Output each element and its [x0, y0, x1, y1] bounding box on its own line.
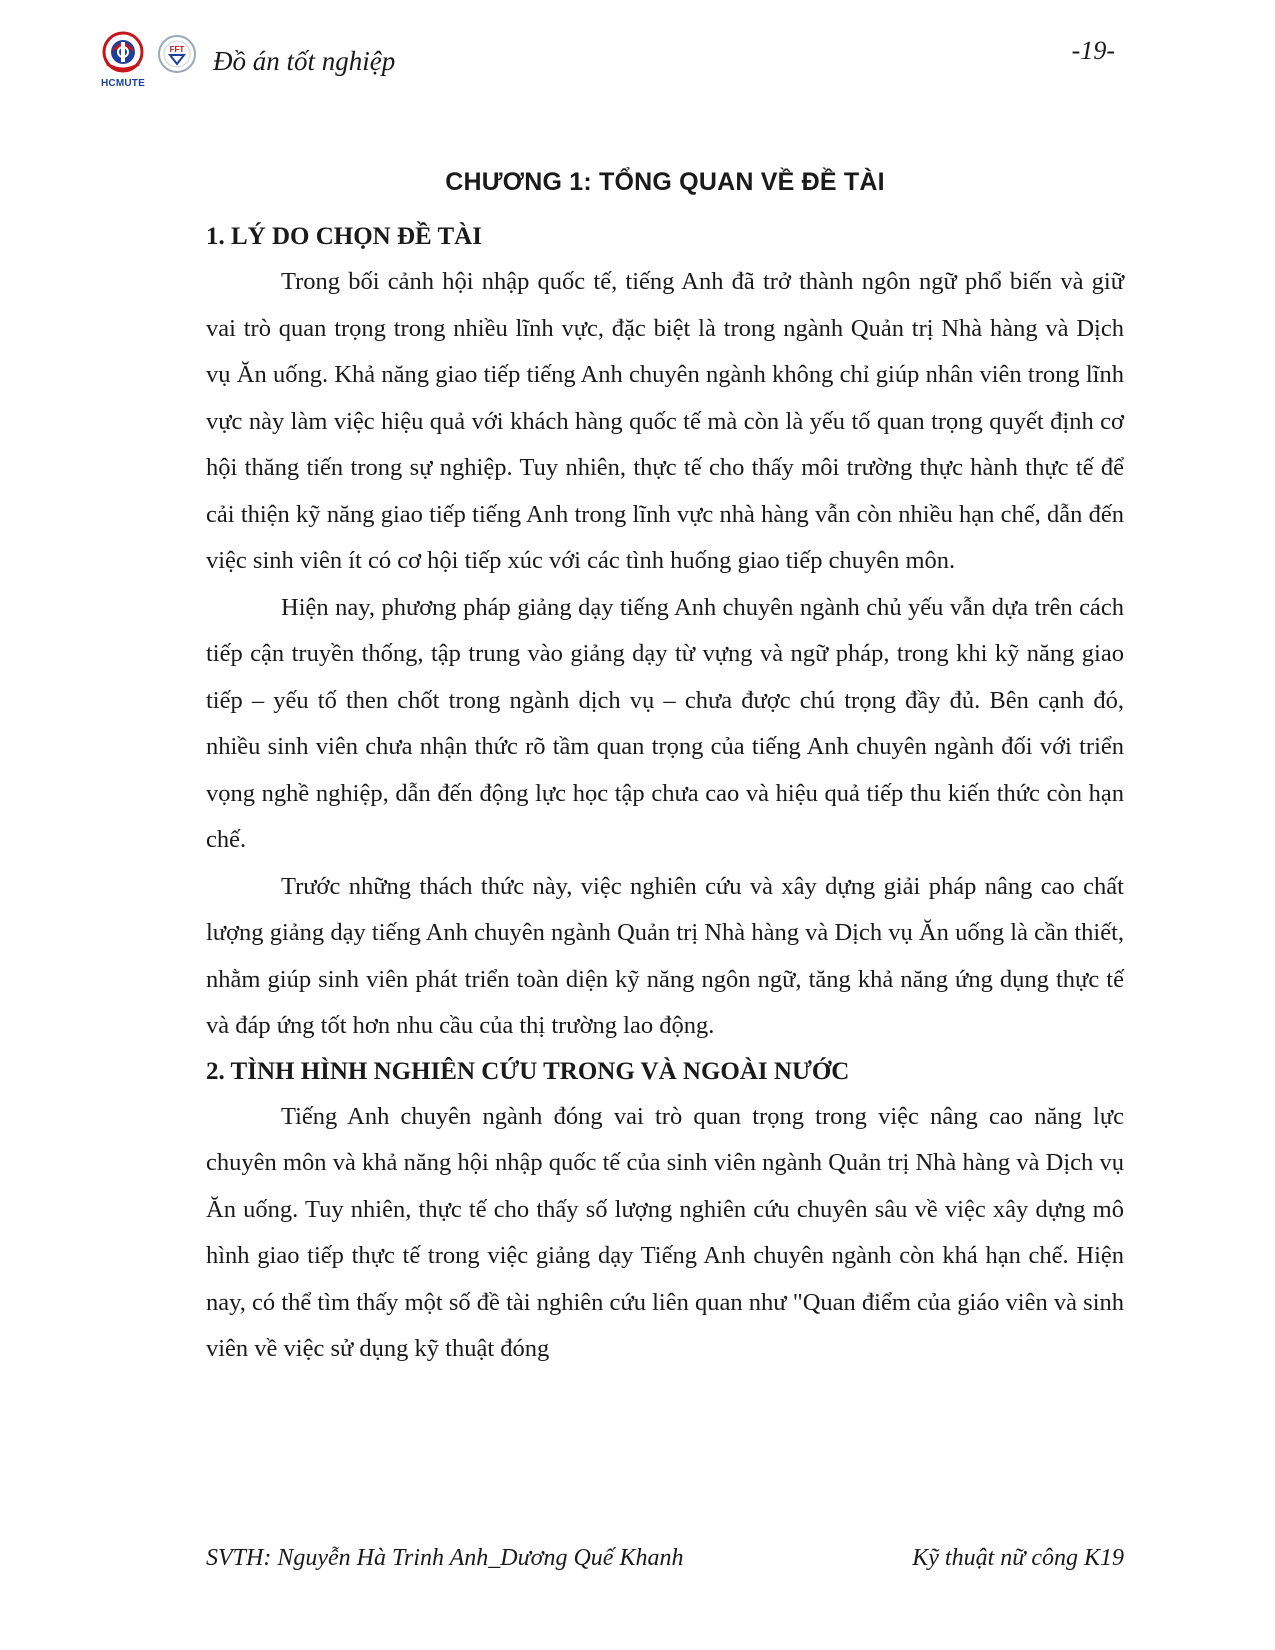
paragraph: Tiếng Anh chuyên ngành đóng vai trò quan trọng trong việc nâng cao năng lực chuyên môn và khả năng hội nhập quốc tế của sinh viên ngành Quản trị Nhà hàng và Dịch vụ Ăn uống. Tuy nhiên, thực tế cho thấy số lượng nghiên cứu chuyên sâu về việc xây dựng mô hình giao tiếp thực tế trong việc giảng dạy Tiếng Anh chuyên ngành còn khá hạn chế. Hiện nay, có thể tìm thấy một số đề tài nghiên cứu liên quan như "Quan điểm của giáo viên và sinh viên về việc sử dụng kỹ thuật đóng: [206, 1102, 1124, 1362]
footer-class: Kỹ thuật nữ công K19: [912, 1545, 1124, 1571]
chapter-title: CHƯƠNG 1: TỔNG QUAN VỀ ĐỀ TÀI: [445, 168, 885, 196]
section-heading-2: 2. TÌNH HÌNH NGHIÊN CỨU TRONG VÀ NGOÀI NƯỚC: [206, 1057, 850, 1085]
header-title: Đồ án tốt nghiệp: [213, 46, 396, 76]
main-content: [206, 168, 1124, 1373]
page-header: [95, 28, 1195, 98]
footer-authors: SVTH: Nguyễn Hà Trinh Anh_Dương Quế Khanh: [206, 1545, 684, 1571]
fft-logo-icon: [157, 34, 197, 74]
fft-logo-text: FFT: [169, 45, 185, 54]
paragraph: Trước những thách thức này, việc nghiên cứu và xây dựng giải pháp nâng cao chất lượng giảng dạy tiếng Anh chuyên ngành Quản trị Nhà hàng và Dịch vụ Ăn uống là cần thiết, nhằm giúp sinh viên phát triển toàn diện kỹ năng ngôn ngữ, tăng khả năng ứng dụng thực tế và đáp ứng tốt hơn nhu cầu của thị trường lao động.: [206, 872, 1124, 1039]
paragraph: Trong bối cảnh hội nhập quốc tế, tiếng Anh đã trở thành ngôn ngữ phổ biến và giữ vai trò quan trọng trong nhiều lĩnh vực, đặc biệt là trong ngành Quản trị Nhà hàng và Dịch vụ Ăn uống. Khả năng giao tiếp tiếng Anh chuyên ngành không chỉ giúp nhân viên trong lĩnh vực này làm việc hiệu quả với khách hàng quốc tế mà còn là yếu tố quan trọng quyết định cơ hội thăng tiến trong sự nghiệp. Tuy nhiên, thực tế cho thấy môi trường thực hành thực tế để cải thiện kỹ năng giao tiếp tiếng Anh trong lĩnh vực nhà hàng vẫn còn nhiều hạn chế, dẫn đến việc sinh viên ít có cơ hội tiếp xúc với các tình huống giao tiếp chuyên môn.: [206, 268, 1124, 574]
paragraph: Hiện nay, phương pháp giảng dạy tiếng Anh chuyên ngành chủ yếu vẫn dựa trên cách tiếp cận truyền thống, tập trung vào giảng dạy từ vựng và ngữ pháp, trong khi kỹ năng giao tiếp – yếu tố then chốt trong ngành dịch vụ – chưa được chú trọng đầy đủ. Bên cạnh đó, nhiều sinh viên chưa nhận thức rõ tầm quan trọng của tiếng Anh chuyên ngành đối với triển vọng nghề nghiệp, dẫn đến động lực học tập chưa cao và hiệu quả tiếp thu kiến thức còn hạn chế.: [206, 593, 1124, 853]
section-heading-1: 1. LÝ DO CHỌN ĐỀ TÀI: [206, 223, 482, 250]
page-number: -19-: [1071, 36, 1115, 65]
hcmute-logo-text: HCMUTE: [101, 78, 145, 89]
